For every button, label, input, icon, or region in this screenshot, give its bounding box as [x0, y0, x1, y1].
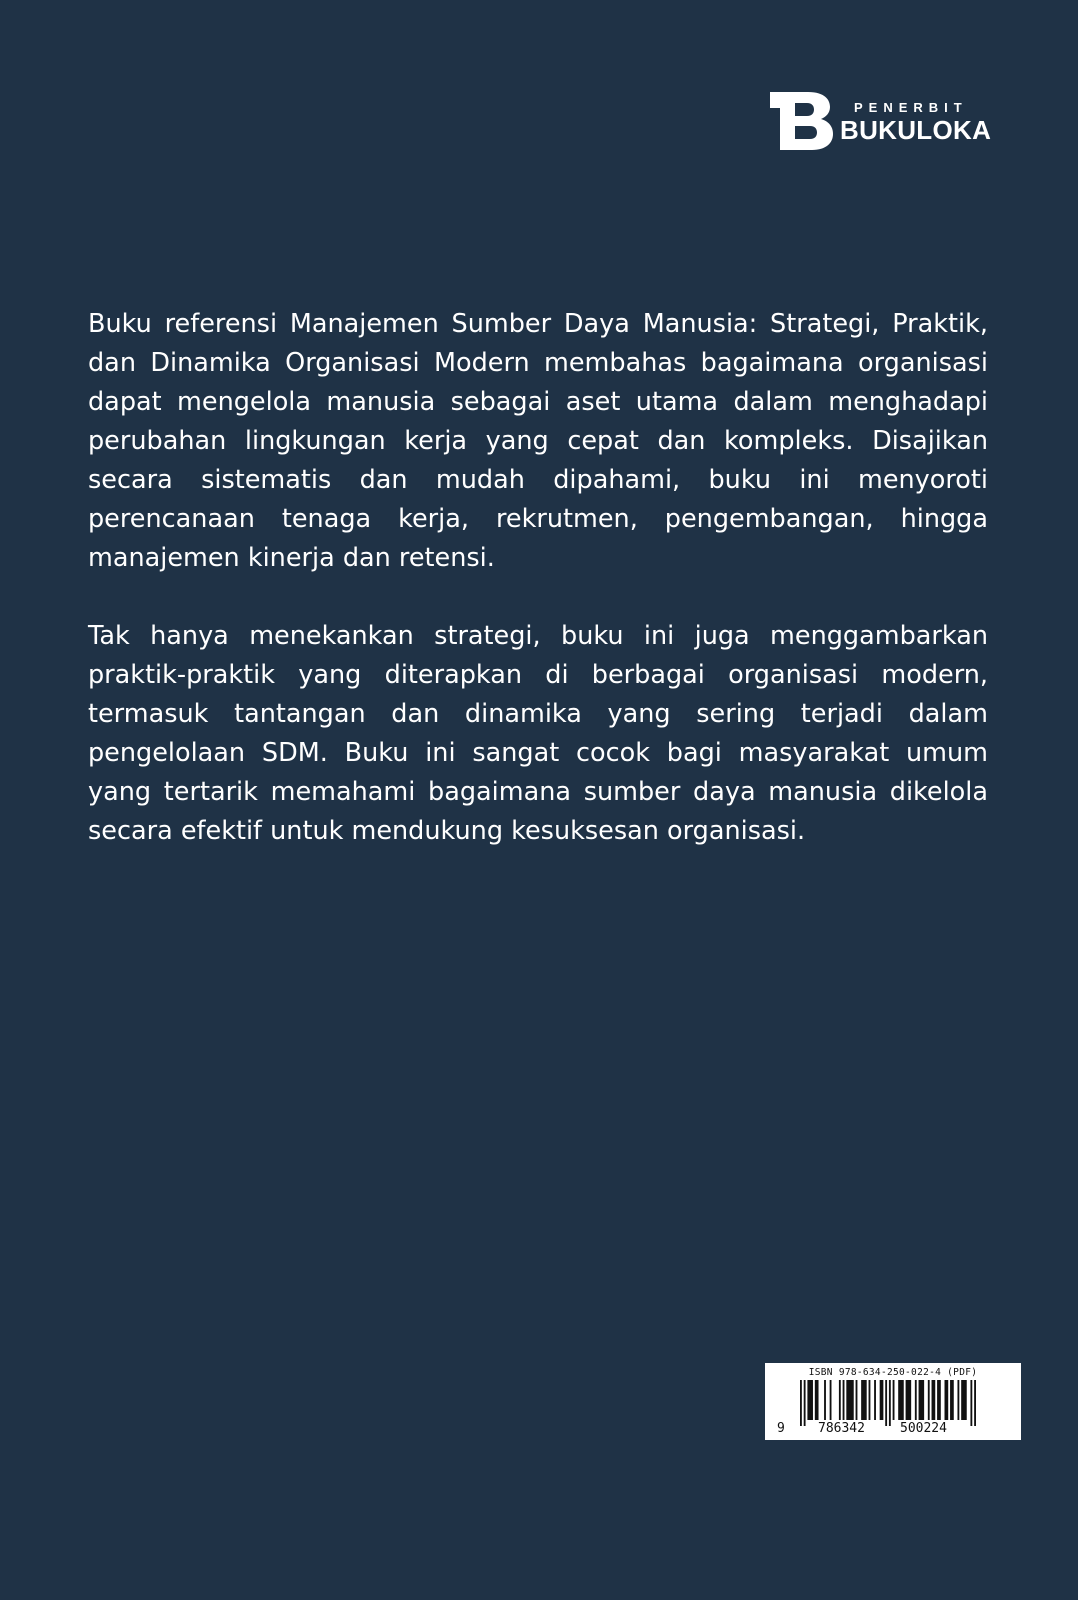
description-paragraph-2: Tak hanya menekankan strategi, buku ini juga menggambarkan praktik-praktik yang diterapkan di berbagai organisasi modern, termasuk tantangan dan dinamika yang sering terjadi dalam pengelolaan SDM. Buku ini sangat cocok bagi masyarakat umum yang tertarik memahami bagaimana sumber daya manusia dikelola secara efektif untuk mendukung kesuksesan organisasi.	[88, 621, 988, 846]
barcode-bar	[861, 1380, 867, 1420]
barcode-bar	[906, 1380, 912, 1420]
barcode-bar	[856, 1380, 858, 1420]
barcode-bar	[928, 1380, 930, 1420]
barcode-right-digits: 500224	[900, 1421, 947, 1436]
barcode-bar	[932, 1380, 936, 1420]
barcode-bar	[919, 1380, 925, 1420]
barcode-bars	[800, 1380, 976, 1426]
barcode-bar	[824, 1380, 826, 1420]
barcode-bar	[898, 1380, 904, 1420]
book-description	[88, 305, 988, 890]
barcode-bar	[957, 1380, 959, 1420]
barcode-bar	[974, 1380, 976, 1426]
barcode-bar	[846, 1380, 853, 1420]
barcode-bar	[839, 1380, 841, 1420]
barcode-lead-digit: 9	[777, 1421, 785, 1436]
barcode-bar	[889, 1380, 891, 1426]
barcode-bar	[893, 1380, 895, 1420]
barcode-bar	[970, 1380, 972, 1426]
barcode-bar	[945, 1380, 949, 1420]
barcode-bar	[885, 1380, 887, 1426]
barcode-bar	[961, 1380, 967, 1420]
publisher-prefix: PENERBIT	[854, 100, 968, 115]
barcode-bar	[869, 1380, 871, 1420]
barcode-bar	[843, 1380, 845, 1420]
barcode-bar	[800, 1380, 802, 1426]
barcode-bar	[937, 1380, 941, 1420]
isbn-label: ISBN 978-634-250-022-4 (PDF)	[808, 1367, 978, 1378]
publisher-logo	[770, 92, 990, 152]
barcode-bar	[950, 1380, 954, 1420]
description-paragraph-1: Buku referensi Manajemen Sumber Daya Manusia: Strategi, Praktik, dan Dinamika Organisasi Modern membahas bagaimana organisasi dapat mengelola manusia sebagai aset utama dalam menghadapi perubahan lingkungan kerja yang cepat dan kompleks. Disajikan secara sistematis dan mudah dipahami, buku ini menyoroti perencanaan tenaga kerja, rekrutmen, pengembangan, hingga manajemen kinerja dan retensi.	[88, 309, 988, 573]
barcode-bar	[915, 1380, 917, 1420]
publisher-name: BUKULOKA	[840, 115, 992, 145]
b-logo-icon	[770, 92, 834, 150]
barcode-left-digits: 786342	[818, 1421, 865, 1436]
barcode-bar	[830, 1380, 832, 1420]
barcode-bar	[815, 1380, 819, 1420]
barcode-bar	[807, 1380, 813, 1420]
barcode-bar	[804, 1380, 806, 1426]
barcode-bar	[880, 1380, 884, 1420]
barcode-bar	[874, 1380, 876, 1420]
isbn-barcode	[765, 1363, 1021, 1440]
